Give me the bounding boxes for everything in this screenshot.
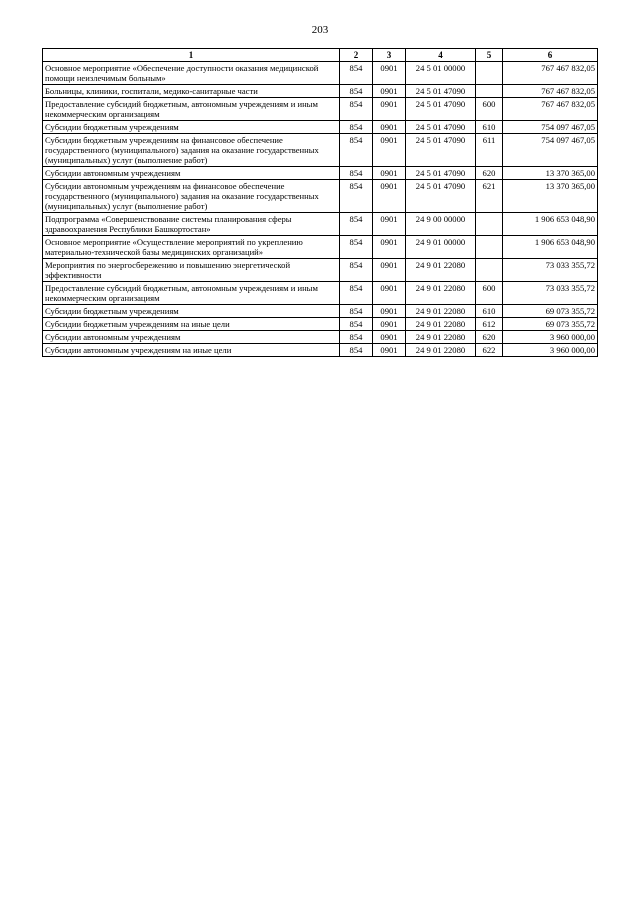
cell-section-code: 0901	[373, 331, 406, 344]
cell-amount: 754 097 467,05	[503, 134, 598, 167]
budget-table	[42, 48, 598, 357]
cell-name: Субсидии бюджетным учреждениям на иные цели	[43, 318, 340, 331]
cell-name: Субсидии бюджетным учреждениям	[43, 121, 340, 134]
cell-section-code: 0901	[373, 213, 406, 236]
cell-target-article: 24 9 01 22080	[406, 305, 476, 318]
cell-expense-type	[476, 236, 503, 259]
header-col-3: 3	[373, 49, 406, 62]
table-row	[43, 134, 598, 167]
cell-target-article: 24 9 00 00000	[406, 213, 476, 236]
cell-department-code: 854	[340, 180, 373, 213]
cell-department-code: 854	[340, 282, 373, 305]
cell-amount: 73 033 355,72	[503, 259, 598, 282]
page-number: 203	[311, 24, 329, 36]
cell-amount: 3 960 000,00	[503, 344, 598, 357]
cell-department-code: 854	[340, 213, 373, 236]
cell-name: Мероприятия по энергосбережению и повышению энергетической эффективности	[43, 259, 340, 282]
table-row	[43, 318, 598, 331]
cell-amount: 73 033 355,72	[503, 282, 598, 305]
cell-section-code: 0901	[373, 305, 406, 318]
table-row	[43, 62, 598, 85]
cell-target-article: 24 5 01 47090	[406, 85, 476, 98]
cell-name: Основное мероприятие «Обеспечение доступности оказания медицинской помощи неизлечимым больным»	[43, 62, 340, 85]
cell-section-code: 0901	[373, 167, 406, 180]
cell-amount: 754 097 467,05	[503, 121, 598, 134]
table-body	[43, 62, 598, 357]
cell-amount: 69 073 355,72	[503, 305, 598, 318]
cell-expense-type: 620	[476, 331, 503, 344]
cell-expense-type: 600	[476, 98, 503, 121]
cell-target-article: 24 9 01 22080	[406, 259, 476, 282]
cell-expense-type: 612	[476, 318, 503, 331]
cell-expense-type: 620	[476, 167, 503, 180]
cell-target-article: 24 9 01 22080	[406, 318, 476, 331]
cell-expense-type	[476, 62, 503, 85]
header-col-2: 2	[340, 49, 373, 62]
cell-department-code: 854	[340, 259, 373, 282]
cell-department-code: 854	[340, 85, 373, 98]
cell-target-article: 24 5 01 47090	[406, 98, 476, 121]
cell-department-code: 854	[340, 305, 373, 318]
cell-department-code: 854	[340, 318, 373, 331]
cell-name: Субсидии автономным учреждениям	[43, 167, 340, 180]
cell-name: Субсидии автономным учреждениям	[43, 331, 340, 344]
cell-name: Предоставление субсидий бюджетным, автономным учреждениям и иным некоммерческим организациям	[43, 98, 340, 121]
header-col-4: 4	[406, 49, 476, 62]
table-header	[43, 49, 598, 62]
cell-department-code: 854	[340, 121, 373, 134]
cell-target-article: 24 9 01 00000	[406, 236, 476, 259]
cell-amount: 1 906 653 048,90	[503, 213, 598, 236]
table-row	[43, 180, 598, 213]
cell-target-article: 24 5 01 00000	[406, 62, 476, 85]
table-row	[43, 259, 598, 282]
cell-name: Больницы, клиники, госпитали, медико-санитарные части	[43, 85, 340, 98]
cell-amount: 69 073 355,72	[503, 318, 598, 331]
cell-section-code: 0901	[373, 236, 406, 259]
cell-department-code: 854	[340, 98, 373, 121]
cell-name: Субсидии бюджетным учреждениям на финансовое обеспечение государственного (муниципального) задания на оказание государственных (муниципальных) услуг (выполнение работ)	[43, 134, 340, 167]
cell-section-code: 0901	[373, 259, 406, 282]
cell-department-code: 854	[340, 62, 373, 85]
cell-expense-type	[476, 259, 503, 282]
cell-amount: 13 370 365,00	[503, 167, 598, 180]
cell-amount: 767 467 832,05	[503, 98, 598, 121]
cell-name: Подпрограмма «Совершенствование системы планирования сферы здравоохранения Республики Башкортостан»	[43, 213, 340, 236]
cell-name: Субсидии бюджетным учреждениям	[43, 305, 340, 318]
cell-department-code: 854	[340, 331, 373, 344]
table-row	[43, 305, 598, 318]
cell-amount: 1 906 653 048,90	[503, 236, 598, 259]
table-row	[43, 98, 598, 121]
cell-section-code: 0901	[373, 98, 406, 121]
table-row	[43, 331, 598, 344]
cell-section-code: 0901	[373, 85, 406, 98]
cell-expense-type: 622	[476, 344, 503, 357]
cell-expense-type: 610	[476, 305, 503, 318]
cell-target-article: 24 5 01 47090	[406, 180, 476, 213]
table-row	[43, 213, 598, 236]
cell-target-article: 24 5 01 47090	[406, 167, 476, 180]
cell-target-article: 24 9 01 22080	[406, 344, 476, 357]
cell-department-code: 854	[340, 167, 373, 180]
table-row	[43, 344, 598, 357]
cell-amount: 767 467 832,05	[503, 62, 598, 85]
table-row	[43, 236, 598, 259]
cell-name: Субсидии автономным учреждениям на финансовое обеспечение государственного (муниципального) задания на оказание государственных (муниципальных) услуг (выполнение работ)	[43, 180, 340, 213]
cell-expense-type	[476, 213, 503, 236]
cell-expense-type: 621	[476, 180, 503, 213]
cell-department-code: 854	[340, 134, 373, 167]
cell-amount: 767 467 832,05	[503, 85, 598, 98]
cell-section-code: 0901	[373, 344, 406, 357]
cell-section-code: 0901	[373, 180, 406, 213]
cell-expense-type: 610	[476, 121, 503, 134]
cell-name: Предоставление субсидий бюджетным, автономным учреждениям и иным некоммерческим организациям	[43, 282, 340, 305]
cell-amount: 3 960 000,00	[503, 331, 598, 344]
cell-target-article: 24 9 01 22080	[406, 282, 476, 305]
cell-expense-type: 600	[476, 282, 503, 305]
table-row	[43, 121, 598, 134]
cell-section-code: 0901	[373, 121, 406, 134]
cell-target-article: 24 5 01 47090	[406, 121, 476, 134]
cell-target-article: 24 9 01 22080	[406, 331, 476, 344]
cell-target-article: 24 5 01 47090	[406, 134, 476, 167]
header-col-1: 1	[43, 49, 340, 62]
cell-expense-type: 611	[476, 134, 503, 167]
cell-name: Основное мероприятие «Осуществление мероприятий по укреплению материально-технической базы медицинских организаций»	[43, 236, 340, 259]
cell-department-code: 854	[340, 236, 373, 259]
cell-department-code: 854	[340, 344, 373, 357]
cell-section-code: 0901	[373, 134, 406, 167]
header-row	[43, 49, 598, 62]
cell-amount: 13 370 365,00	[503, 180, 598, 213]
cell-section-code: 0901	[373, 62, 406, 85]
cell-name: Субсидии автономным учреждениям на иные цели	[43, 344, 340, 357]
table-row	[43, 282, 598, 305]
cell-expense-type	[476, 85, 503, 98]
cell-section-code: 0901	[373, 282, 406, 305]
table-row	[43, 167, 598, 180]
cell-section-code: 0901	[373, 318, 406, 331]
header-col-6: 6	[503, 49, 598, 62]
table-row	[43, 85, 598, 98]
header-col-5: 5	[476, 49, 503, 62]
